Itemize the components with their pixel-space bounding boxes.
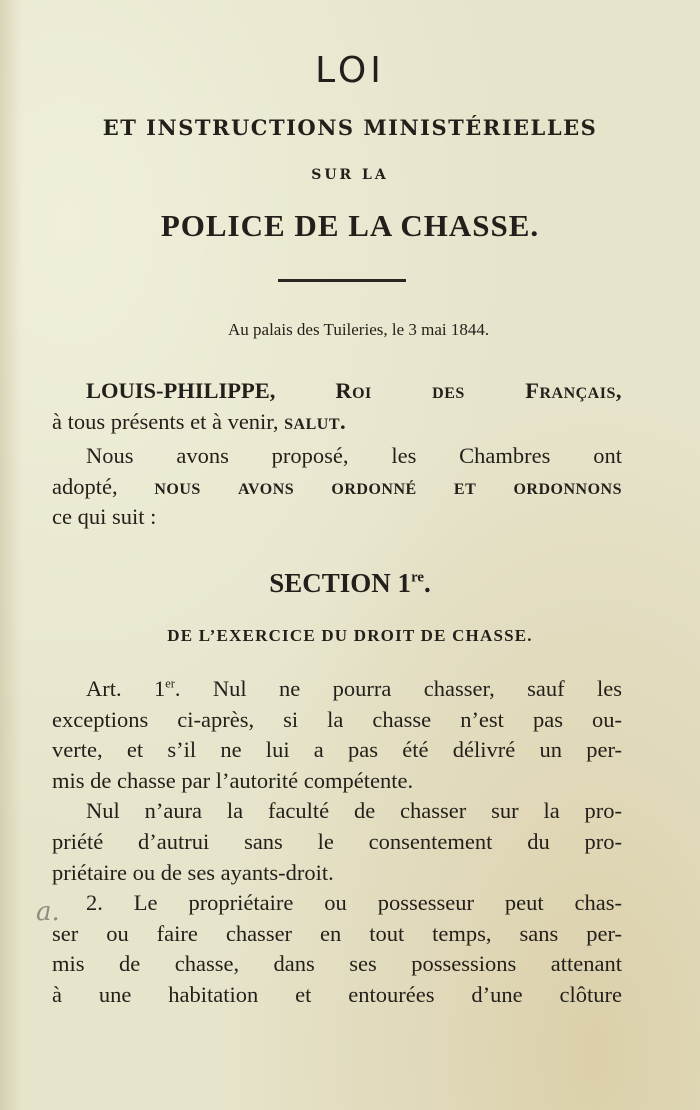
preamble-line	[52, 502, 622, 533]
title-divider	[278, 279, 406, 282]
section-heading-sup: re	[411, 569, 424, 586]
article-text: 2. Le propriétaire ou possesseur peut chas-	[86, 890, 622, 916]
preamble-line	[52, 472, 622, 503]
article-line: exceptions ci-après, si la chasse n’est pas ou-	[52, 706, 622, 732]
article-1-sup: er	[165, 676, 175, 691]
article-line: à une habitation et entourées d’une clôture	[52, 981, 622, 1007]
salut-word: salut.	[284, 408, 347, 434]
preamble-text: adopté,	[52, 473, 118, 499]
preamble-line	[52, 407, 622, 438]
document-subtitle: ET INSTRUCTIONS MINISTÉRIELLES	[102, 115, 598, 140]
ordonnons-phrase: nous avons ordonné et ordonnons	[154, 473, 622, 499]
article-line: verte, et s’il ne lui a pas été délivré un per-	[52, 737, 622, 763]
preamble-line	[52, 376, 622, 407]
dateline: Au palais des Tuileries, le 3 mai 1844.	[228, 320, 490, 339]
article-line: priété d’autrui sans le consentement du pro-	[52, 828, 622, 854]
article-line	[52, 888, 622, 919]
section-heading-end: .	[423, 568, 431, 598]
articles	[52, 674, 622, 1011]
document-main-title: POLICE DE LA CHASSE.	[160, 208, 540, 243]
article-line: mis de chasse, dans ses possessions attenant	[52, 951, 622, 977]
article-line	[52, 796, 622, 827]
title-connector: SUR LA	[311, 167, 389, 183]
preamble-text: à tous présents et à venir,	[52, 408, 279, 434]
article-line: mis de chasse par l’autorité compétente.	[52, 767, 414, 793]
article-line: priétaire ou de ses ayants-droit.	[52, 859, 334, 885]
article-line: ser ou faire chasser en tout temps, sans per-	[52, 920, 622, 946]
article-text: Nul n’aura la faculté de chasser sur la pro-	[86, 798, 622, 824]
document-title: LOI	[315, 50, 385, 91]
article-1-label: Art. 1	[86, 676, 166, 701]
section-heading	[0, 568, 700, 599]
preamble	[52, 376, 622, 533]
article-text: . Nul ne pourra chasser, sauf les	[174, 676, 622, 701]
king-name: LOUIS-PHILIPPE,	[86, 378, 276, 403]
section-subheading: DE L’EXERCICE DU DROIT DE CHASSE.	[167, 626, 533, 645]
pencil-margin-note: a.	[36, 897, 60, 927]
preamble-line	[52, 441, 622, 472]
article-line	[52, 674, 622, 705]
king-title: Roi des Français,	[335, 378, 622, 403]
preamble-text: Nous avons proposé, les Chambres ont	[86, 443, 622, 469]
preamble-text: ce qui suit :	[52, 504, 157, 530]
section-heading-text: SECTION 1	[269, 568, 412, 598]
